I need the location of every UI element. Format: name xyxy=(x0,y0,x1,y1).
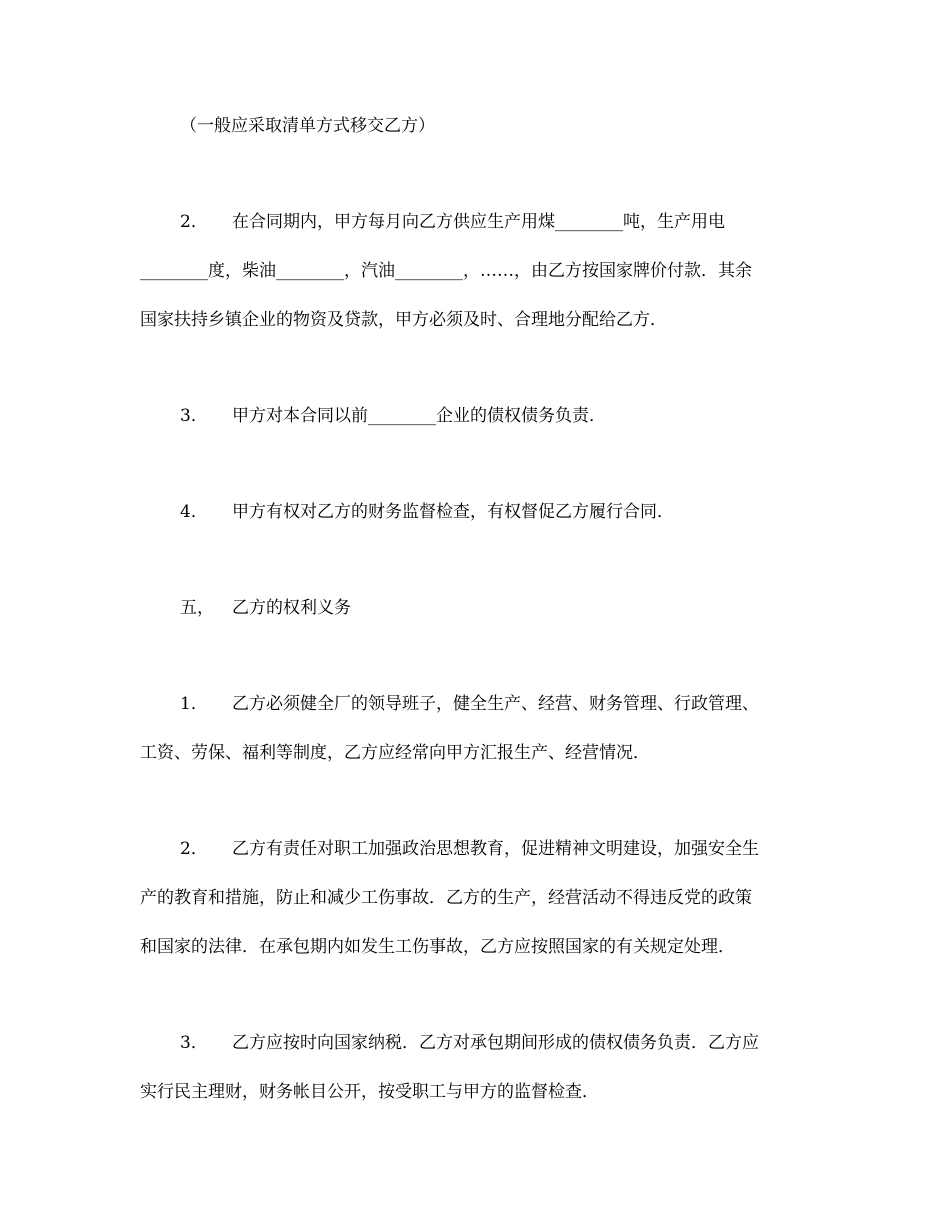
yi-item-3-line-1 xyxy=(140,1031,860,1055)
yi-item-1-line-1 xyxy=(140,692,860,716)
item-text: 乙方有责任对职工加强政治思想教育，促进精神文明建设，加强安全生 xyxy=(232,839,759,859)
item-number: 3． xyxy=(180,1033,208,1053)
item-text: 产的教育和措施，防止和减少工伤事故．乙方的生产，经营活动不得违反党的政策 xyxy=(140,888,752,908)
section-heading xyxy=(140,596,860,620)
item-text: 在合同期内，甲方每月向乙方供应生产用煤________吨，生产用电 xyxy=(232,212,725,232)
yi-item-3-line-2 xyxy=(140,1080,820,1104)
yi-item-2-line-2 xyxy=(140,886,820,910)
item-text: 国家扶持乡镇企业的物资及贷款，甲方必须及时、合理地分配给乙方． xyxy=(140,310,667,330)
item-text: 和国家的法律．在承包期内如发生工伤事故，乙方应按照国家的有关规定处理． xyxy=(140,937,735,957)
yi-item-2-line-3 xyxy=(140,935,820,959)
item-number: 2． xyxy=(180,212,208,232)
item-number: 3． xyxy=(180,406,208,426)
jia-item-2-line-3 xyxy=(140,308,820,332)
item-text: 甲方对本合同以前________企业的债权债务负责． xyxy=(232,406,606,426)
item-text: 实行民主理财，财务帐目公开，按受职工与甲方的监督检查． xyxy=(140,1082,599,1102)
item-number: 2． xyxy=(180,839,208,859)
item-text: 乙方应按时向国家纳税．乙方对承包期间形成的债权债务负责．乙方应 xyxy=(232,1033,759,1053)
jia-item-3-line-1 xyxy=(140,404,860,428)
note-line xyxy=(140,114,860,138)
jia-item-4-line-1 xyxy=(140,500,860,524)
yi-item-2-line-1 xyxy=(140,837,860,861)
jia-item-2-line-1 xyxy=(140,210,860,234)
jia-item-2-line-2 xyxy=(140,259,820,283)
section-title: 乙方的权利义务 xyxy=(232,598,351,618)
item-text: 工资、劳保、福利等制度，乙方应经常向甲方汇报生产、经营情况． xyxy=(140,743,650,763)
section-number: 五， xyxy=(180,598,214,618)
item-number: 1． xyxy=(180,694,208,714)
item-text: 甲方有权对乙方的财务监督检查，有权督促乙方履行合同． xyxy=(232,502,674,522)
item-text: 乙方必须健全厂的领导班子，健全生产、经营、财务管理、行政管理、 xyxy=(232,694,759,714)
yi-item-1-line-2 xyxy=(140,741,820,765)
item-number: 4． xyxy=(180,502,208,522)
item-text: ________度，柴油________，汽油________，……，由乙方按国家牌价付款．其余 xyxy=(140,261,752,281)
note-text: （一般应采取清单方式移交乙方） xyxy=(180,116,435,136)
